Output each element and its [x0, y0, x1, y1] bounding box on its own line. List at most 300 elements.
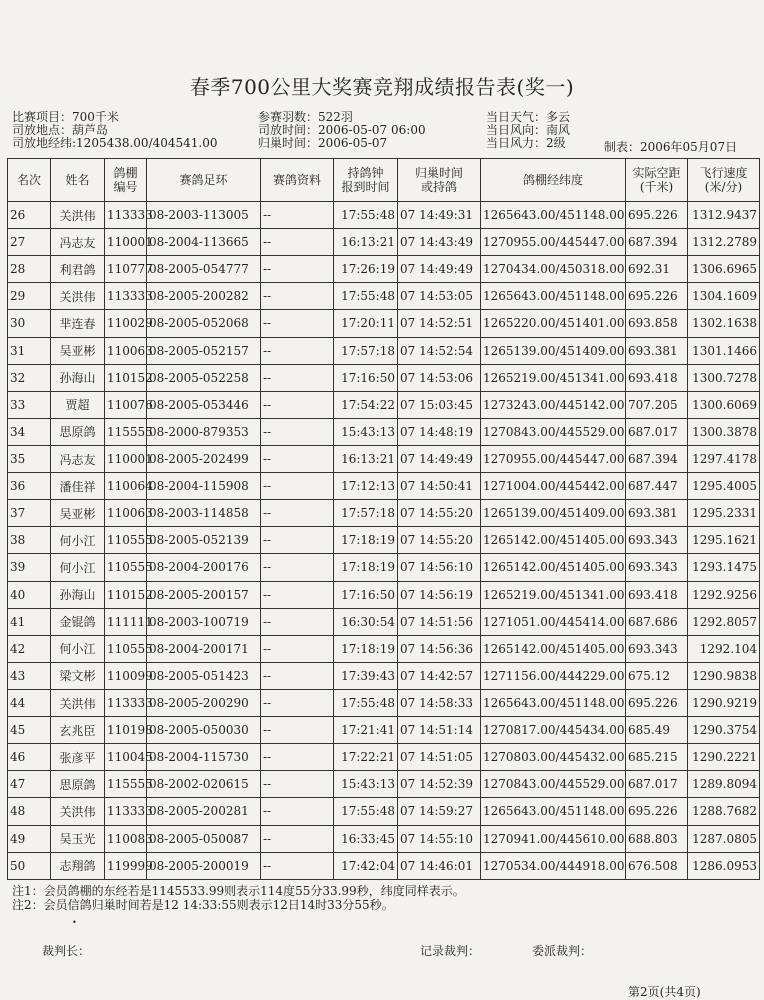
cell-clock-time: 17:22:21 [334, 744, 398, 771]
cell-rank: 32 [8, 364, 51, 391]
table-row [8, 689, 760, 716]
cell-arrival-time: 07 14:55:10 [398, 825, 481, 852]
cell-loft-id: 110063 [105, 500, 147, 527]
cell-rank: 31 [8, 337, 51, 364]
cell-distance: 685.49 [626, 717, 688, 744]
cell-loft-id: 110152 [105, 581, 147, 608]
cell-arrival-time: 07 14:58:33 [398, 689, 481, 716]
cell-loft-id: 110152 [105, 364, 147, 391]
cell-name: 孙海山 [51, 581, 105, 608]
cell-speed: 1286.0953 [688, 852, 760, 879]
cell-loft-id: 115555 [105, 418, 147, 445]
cell-pigeon-info: -- [261, 391, 334, 418]
cell-loft-coords: 1265643.00/451148.00 [481, 798, 626, 825]
table-row [8, 473, 760, 500]
header-speed: 飞行速度 (米/分) [688, 159, 760, 202]
table-row [8, 662, 760, 689]
cell-clock-time: 17:55:48 [334, 202, 398, 229]
cell-pigeon-info: -- [261, 256, 334, 283]
cell-clock-time: 15:43:13 [334, 771, 398, 798]
cell-pigeon-info: -- [261, 337, 334, 364]
cell-distance: 692.31 [626, 256, 688, 283]
cell-loft-id: 113333 [105, 689, 147, 716]
table-row [8, 310, 760, 337]
cell-distance: 676.508 [626, 852, 688, 879]
cell-name: 何小江 [51, 527, 105, 554]
table-row [8, 771, 760, 798]
cell-loft-id: 110083 [105, 825, 147, 852]
cell-loft-coords: 1270843.00/445529.00 [481, 418, 626, 445]
header-loft-id: 鸽棚 编号 [105, 159, 147, 202]
cell-loft-id: 110045 [105, 744, 147, 771]
table-row [8, 798, 760, 825]
cell-pigeon-info: -- [261, 445, 334, 472]
cell-arrival-time: 07 15:03:45 [398, 391, 481, 418]
cell-name: 关洪伟 [51, 202, 105, 229]
table-row [8, 364, 760, 391]
cell-loft-coords: 1271004.00/445442.00 [481, 473, 626, 500]
cell-speed: 1292.104 [688, 635, 760, 662]
cell-clock-time: 17:55:48 [334, 283, 398, 310]
cell-arrival-time: 07 14:53:05 [398, 283, 481, 310]
cell-loft-coords: 1270817.00/445434.00 [481, 717, 626, 744]
cell-name: 利君鸽 [51, 256, 105, 283]
cell-rank: 42 [8, 635, 51, 662]
made-date: 制表：2006年05月07日 [604, 140, 738, 154]
cell-speed: 1288.7682 [688, 798, 760, 825]
cell-loft-coords: 1265220.00/451401.00 [481, 310, 626, 337]
cell-loft-coords: 1265643.00/451148.00 [481, 689, 626, 716]
cell-clock-time: 17:20:11 [334, 310, 398, 337]
cell-pigeon-info: -- [261, 554, 334, 581]
table-row [8, 581, 760, 608]
cell-loft-coords: 1265142.00/451405.00 [481, 635, 626, 662]
cell-speed: 1290.9219 [688, 689, 760, 716]
cell-pigeon-info: -- [261, 771, 334, 798]
cell-distance: 695.226 [626, 283, 688, 310]
header-arrival-time: 归巢时间 或持鸽 [398, 159, 481, 202]
cell-ring-no: 08-2005-202499 [147, 445, 261, 472]
cell-arrival-time: 07 14:43:49 [398, 229, 481, 256]
cell-speed: 1290.2221 [688, 744, 760, 771]
cell-clock-time: 17:26:19 [334, 256, 398, 283]
return-time: 归巢时间：2006-05-07 [258, 136, 388, 150]
cell-speed: 1290.9838 [688, 662, 760, 689]
cell-name: 贾超 [51, 391, 105, 418]
cell-distance: 693.418 [626, 581, 688, 608]
cell-speed: 1302.1638 [688, 310, 760, 337]
cell-arrival-time: 07 14:52:51 [398, 310, 481, 337]
cell-loft-coords: 1265142.00/451405.00 [481, 554, 626, 581]
cell-loft-coords: 1265219.00/451341.00 [481, 581, 626, 608]
cell-clock-time: 17:16:50 [334, 364, 398, 391]
header-rank: 名次 [8, 159, 51, 202]
cell-loft-coords: 1270434.00/450318.00 [481, 256, 626, 283]
cell-name: 潘佳祥 [51, 473, 105, 500]
cell-distance: 693.858 [626, 310, 688, 337]
cell-loft-id: 110029 [105, 310, 147, 337]
cell-ring-no: 08-2004-115730 [147, 744, 261, 771]
cell-pigeon-info: -- [261, 527, 334, 554]
cell-name: 孙海山 [51, 364, 105, 391]
cell-loft-id: 110001 [105, 229, 147, 256]
cell-loft-id: 110001 [105, 445, 147, 472]
cell-loft-coords: 1265139.00/451409.00 [481, 500, 626, 527]
cell-name: 吴亚彬 [51, 337, 105, 364]
table-row [8, 391, 760, 418]
cell-clock-time: 17:57:18 [334, 337, 398, 364]
cell-distance: 675.12 [626, 662, 688, 689]
race-item: 比赛项目：700千米 [12, 110, 119, 124]
cell-name: 关洪伟 [51, 283, 105, 310]
cell-rank: 50 [8, 852, 51, 879]
cell-rank: 41 [8, 608, 51, 635]
cell-clock-time: 17:18:19 [334, 635, 398, 662]
cell-clock-time: 17:39:43 [334, 662, 398, 689]
cell-pigeon-info: -- [261, 608, 334, 635]
cell-ring-no: 08-2004-113665 [147, 229, 261, 256]
cell-clock-time: 17:21:41 [334, 717, 398, 744]
cell-name: 何小江 [51, 635, 105, 662]
cell-speed: 1300.3878 [688, 418, 760, 445]
cell-arrival-time: 07 14:42:57 [398, 662, 481, 689]
table-row [8, 445, 760, 472]
cell-speed: 1290.3754 [688, 717, 760, 744]
cell-loft-id: 111111 [105, 608, 147, 635]
cell-pigeon-info: -- [261, 581, 334, 608]
cell-loft-id: 119999 [105, 852, 147, 879]
cell-rank: 36 [8, 473, 51, 500]
cell-loft-coords: 1270534.00/444918.00 [481, 852, 626, 879]
meta-left [12, 111, 218, 150]
cell-loft-id: 110076 [105, 391, 147, 418]
cell-loft-id: 110198 [105, 717, 147, 744]
cell-clock-time: 15:43:13 [334, 418, 398, 445]
results-table [7, 158, 760, 880]
cell-distance: 693.343 [626, 554, 688, 581]
cell-arrival-time: 07 14:52:39 [398, 771, 481, 798]
cell-arrival-time: 07 14:46:01 [398, 852, 481, 879]
cell-ring-no: 08-2003-113005 [147, 202, 261, 229]
note-1: 注1：会员鸽棚的东经若是1145533.99则表示114度55分33.99秒，纬度同样表示。 [12, 884, 465, 898]
cell-ring-no: 08-2003-100719 [147, 608, 261, 635]
cell-rank: 34 [8, 418, 51, 445]
header-pigeon-info: 赛鸽资料 [261, 159, 334, 202]
cell-clock-time: 17:55:48 [334, 689, 398, 716]
cell-loft-id: 110064 [105, 473, 147, 500]
header-name: 姓名 [51, 159, 105, 202]
table-row [8, 744, 760, 771]
table-row [8, 635, 760, 662]
cell-ring-no: 08-2005-050030 [147, 717, 261, 744]
cell-rank: 26 [8, 202, 51, 229]
cell-ring-no: 08-2003-114858 [147, 500, 261, 527]
cell-arrival-time: 07 14:49:49 [398, 445, 481, 472]
cell-distance: 693.343 [626, 635, 688, 662]
cell-speed: 1304.1609 [688, 283, 760, 310]
cell-clock-time: 17:18:19 [334, 527, 398, 554]
cell-pigeon-info: -- [261, 283, 334, 310]
cell-name: 张彦平 [51, 744, 105, 771]
cell-loft-coords: 1265643.00/451148.00 [481, 283, 626, 310]
cell-clock-time: 17:18:19 [334, 554, 398, 581]
cell-loft-coords: 1270955.00/445447.00 [481, 445, 626, 472]
cell-ring-no: 08-2004-200171 [147, 635, 261, 662]
cell-arrival-time: 07 14:56:36 [398, 635, 481, 662]
table-row [8, 337, 760, 364]
header-distance: 实际空距 (千米) [626, 159, 688, 202]
cell-loft-coords: 1271051.00/445414.00 [481, 608, 626, 635]
cell-ring-no: 08-2005-052157 [147, 337, 261, 364]
cell-pigeon-info: -- [261, 744, 334, 771]
cell-pigeon-info: -- [261, 798, 334, 825]
cell-distance: 688.803 [626, 825, 688, 852]
cell-pigeon-info: -- [261, 689, 334, 716]
cell-name: 关洪伟 [51, 689, 105, 716]
cell-distance: 687.017 [626, 771, 688, 798]
cell-pigeon-info: -- [261, 635, 334, 662]
cell-rank: 38 [8, 527, 51, 554]
note-2: 注2：会员信鸽归巢时间若是12 14:33:55则表示12日14时33分55秒。 [12, 898, 394, 912]
cell-arrival-time: 07 14:51:56 [398, 608, 481, 635]
cell-ring-no: 08-2005-052068 [147, 310, 261, 337]
cell-speed: 1300.6069 [688, 391, 760, 418]
cell-distance: 695.226 [626, 202, 688, 229]
cell-ring-no: 08-2005-200019 [147, 852, 261, 879]
cell-ring-no: 08-2005-200282 [147, 283, 261, 310]
cell-rank: 46 [8, 744, 51, 771]
cell-clock-time: 17:12:13 [334, 473, 398, 500]
cell-clock-time: 17:55:48 [334, 798, 398, 825]
cell-speed: 1297.4178 [688, 445, 760, 472]
cell-name: 何小江 [51, 554, 105, 581]
cell-rank: 37 [8, 500, 51, 527]
ink-dot: • [72, 918, 77, 927]
cell-pigeon-info: -- [261, 364, 334, 391]
cell-loft-coords: 1265139.00/451409.00 [481, 337, 626, 364]
cell-loft-coords: 1270843.00/445529.00 [481, 771, 626, 798]
cell-name: 思原鸽 [51, 771, 105, 798]
header-ring-no: 赛鸽足环 [147, 159, 261, 202]
cell-rank: 48 [8, 798, 51, 825]
cell-loft-id: 113333 [105, 202, 147, 229]
header-loft-coords: 鸽棚经纬度 [481, 159, 626, 202]
cell-arrival-time: 07 14:49:49 [398, 256, 481, 283]
table-body [8, 202, 760, 880]
table-row [8, 608, 760, 635]
cell-loft-coords: 1271156.00/444229.00 [481, 662, 626, 689]
cell-rank: 33 [8, 391, 51, 418]
cell-ring-no: 08-2005-051423 [147, 662, 261, 689]
cell-distance: 693.381 [626, 500, 688, 527]
cell-speed: 1295.2331 [688, 500, 760, 527]
table-header-row [8, 159, 760, 202]
cell-rank: 27 [8, 229, 51, 256]
cell-name: 梁文彬 [51, 662, 105, 689]
wind-force: 当日风力：2级 [486, 136, 566, 150]
cell-speed: 1300.7278 [688, 364, 760, 391]
cell-ring-no: 08-2005-050087 [147, 825, 261, 852]
cell-name: 冯志友 [51, 229, 105, 256]
release-coords: 司放地经纬:1205438.00/404541.00 [12, 136, 218, 150]
cell-name: 冯志友 [51, 445, 105, 472]
table-row [8, 418, 760, 445]
table-row [8, 554, 760, 581]
cell-pigeon-info: -- [261, 473, 334, 500]
cell-loft-coords: 1265643.00/451148.00 [481, 202, 626, 229]
cell-arrival-time: 07 14:53:06 [398, 364, 481, 391]
cell-ring-no: 08-2005-052258 [147, 364, 261, 391]
cell-distance: 693.343 [626, 527, 688, 554]
cell-rank: 47 [8, 771, 51, 798]
cell-pigeon-info: -- [261, 500, 334, 527]
table-row [8, 500, 760, 527]
report-title: 春季700公里大奖赛竞翔成绩报告表(奖一) [189, 75, 575, 99]
cell-loft-id: 110063 [105, 337, 147, 364]
table-row [8, 202, 760, 229]
cell-rank: 45 [8, 717, 51, 744]
cell-arrival-time: 07 14:51:05 [398, 744, 481, 771]
cell-distance: 693.381 [626, 337, 688, 364]
cell-arrival-time: 07 14:48:19 [398, 418, 481, 445]
cell-ring-no: 08-2004-200176 [147, 554, 261, 581]
cell-loft-id: 115555 [105, 771, 147, 798]
notes [12, 884, 465, 912]
cell-rank: 43 [8, 662, 51, 689]
table-row [8, 256, 760, 283]
cell-arrival-time: 07 14:59:27 [398, 798, 481, 825]
table-row [8, 717, 760, 744]
wind-direction: 当日风向：南风 [486, 123, 571, 137]
cell-loft-coords: 1273243.00/445142.00 [481, 391, 626, 418]
cell-loft-id: 113333 [105, 798, 147, 825]
cell-pigeon-info: -- [261, 717, 334, 744]
cell-loft-id: 110555 [105, 635, 147, 662]
cell-loft-id: 110777 [105, 256, 147, 283]
meta-middle [258, 111, 426, 150]
cell-loft-id: 113333 [105, 283, 147, 310]
cell-ring-no: 08-2005-200281 [147, 798, 261, 825]
table-row [8, 825, 760, 852]
meta-right [486, 111, 570, 150]
cell-distance: 707.205 [626, 391, 688, 418]
cell-ring-no: 08-2000-879353 [147, 418, 261, 445]
cell-distance: 687.394 [626, 229, 688, 256]
cell-distance: 695.226 [626, 689, 688, 716]
cell-distance: 695.226 [626, 798, 688, 825]
header-clock-time: 持鸽钟 报到时间 [334, 159, 398, 202]
cell-rank: 39 [8, 554, 51, 581]
cell-distance: 687.394 [626, 445, 688, 472]
cell-pigeon-info: -- [261, 229, 334, 256]
cell-loft-coords: 1265142.00/451405.00 [481, 527, 626, 554]
cell-clock-time: 17:57:18 [334, 500, 398, 527]
cell-name: 玄兆臣 [51, 717, 105, 744]
record-referee: 记录裁判： [420, 944, 481, 958]
cell-ring-no: 08-2005-053446 [147, 391, 261, 418]
cell-name: 思原鸽 [51, 418, 105, 445]
cell-pigeon-info: -- [261, 825, 334, 852]
cell-loft-coords: 1270941.00/445610.00 [481, 825, 626, 852]
cell-name: 吴玉光 [51, 825, 105, 852]
cell-ring-no: 08-2005-200157 [147, 581, 261, 608]
cell-loft-id: 110099 [105, 662, 147, 689]
cell-arrival-time: 07 14:55:20 [398, 527, 481, 554]
table-row [8, 229, 760, 256]
cell-speed: 1289.8094 [688, 771, 760, 798]
cell-distance: 687.017 [626, 418, 688, 445]
cell-arrival-time: 07 14:50:41 [398, 473, 481, 500]
cell-pigeon-info: -- [261, 202, 334, 229]
cell-rank: 49 [8, 825, 51, 852]
cell-distance: 693.418 [626, 364, 688, 391]
cell-ring-no: 08-2004-115908 [147, 473, 261, 500]
cell-clock-time: 17:54:22 [334, 391, 398, 418]
cell-clock-time: 16:13:21 [334, 445, 398, 472]
cell-rank: 44 [8, 689, 51, 716]
chief-referee: 裁判长： [42, 944, 91, 958]
cell-name: 志翔鸽 [51, 852, 105, 879]
cell-speed: 1295.4005 [688, 473, 760, 500]
cell-speed: 1312.2789 [688, 229, 760, 256]
cell-ring-no: 08-2005-200290 [147, 689, 261, 716]
cell-distance: 687.447 [626, 473, 688, 500]
cell-arrival-time: 07 14:55:20 [398, 500, 481, 527]
cell-clock-time: 16:13:21 [334, 229, 398, 256]
cell-pigeon-info: -- [261, 662, 334, 689]
cell-speed: 1292.8057 [688, 608, 760, 635]
cell-arrival-time: 07 14:56:10 [398, 554, 481, 581]
cell-speed: 1293.1475 [688, 554, 760, 581]
cell-clock-time: 16:33:45 [334, 825, 398, 852]
release-place: 司放地点：葫芦岛 [12, 123, 109, 137]
cell-clock-time: 17:16:50 [334, 581, 398, 608]
cell-arrival-time: 07 14:49:31 [398, 202, 481, 229]
cell-name: 吴亚彬 [51, 500, 105, 527]
cell-rank: 40 [8, 581, 51, 608]
page-number: 第2页(共4页) [628, 985, 701, 999]
cell-pigeon-info: -- [261, 852, 334, 879]
cell-speed: 1295.1621 [688, 527, 760, 554]
cell-rank: 28 [8, 256, 51, 283]
cell-arrival-time: 07 14:52:54 [398, 337, 481, 364]
cell-name: 关洪伟 [51, 798, 105, 825]
table-row [8, 527, 760, 554]
cell-speed: 1287.0805 [688, 825, 760, 852]
cell-ring-no: 08-2005-054777 [147, 256, 261, 283]
cell-distance: 687.686 [626, 608, 688, 635]
cell-speed: 1301.1466 [688, 337, 760, 364]
cell-speed: 1292.9256 [688, 581, 760, 608]
cell-loft-coords: 1270955.00/445447.00 [481, 229, 626, 256]
cell-rank: 35 [8, 445, 51, 472]
cell-arrival-time: 07 14:56:19 [398, 581, 481, 608]
cell-loft-id: 110555 [105, 554, 147, 581]
cell-clock-time: 17:42:04 [334, 852, 398, 879]
cell-arrival-time: 07 14:51:14 [398, 717, 481, 744]
weather: 当日天气：多云 [486, 110, 571, 124]
cell-distance: 685.215 [626, 744, 688, 771]
cell-pigeon-info: -- [261, 418, 334, 445]
cell-pigeon-info: -- [261, 310, 334, 337]
cell-rank: 30 [8, 310, 51, 337]
cell-speed: 1306.6965 [688, 256, 760, 283]
cell-rank: 29 [8, 283, 51, 310]
cell-loft-id: 110555 [105, 527, 147, 554]
cell-loft-coords: 1270803.00/445432.00 [481, 744, 626, 771]
table-row [8, 852, 760, 879]
cell-speed: 1312.9437 [688, 202, 760, 229]
